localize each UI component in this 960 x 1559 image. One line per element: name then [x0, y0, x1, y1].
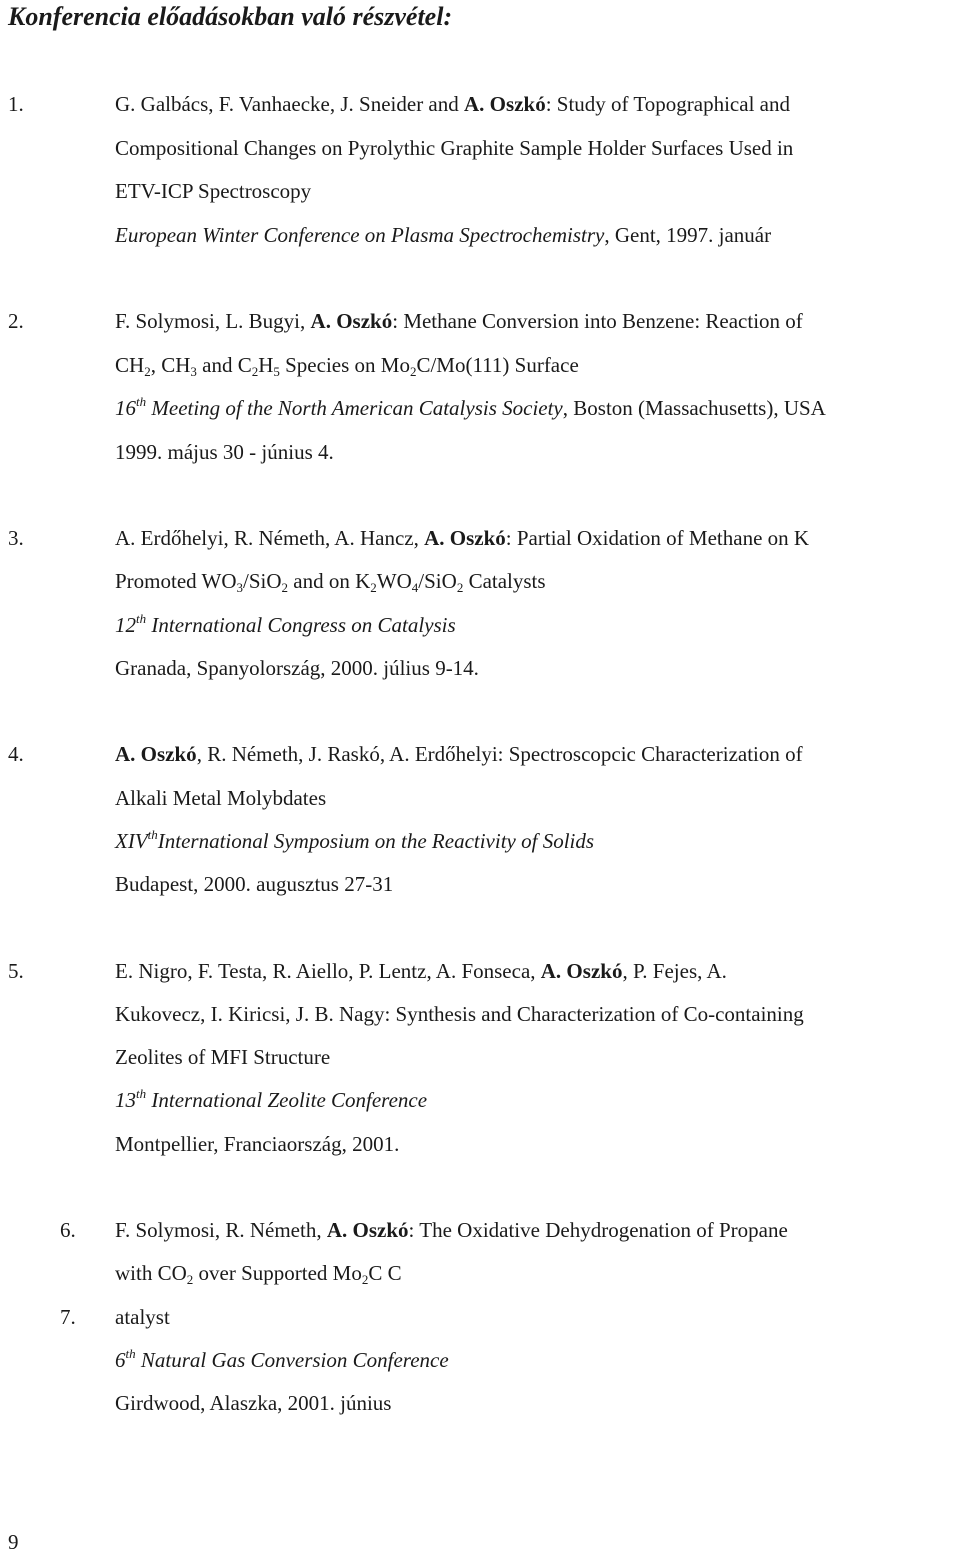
entry-venue: 13th International Zeolite Conference: [115, 1086, 428, 1112]
entry-authors: F. Solymosi, L. Bugyi, A. Oszkó: Methane Conversion into Benzene: Reaction of: [115, 309, 803, 333]
entry-number: 2.: [8, 309, 24, 333]
entry-venue: European Winter Conference on Plasma Spectrochemistry, Gent, 1997. január: [115, 223, 772, 247]
entry-place: Budapest, 2000. augusztus 27-31: [115, 872, 394, 896]
entry-number: 5.: [8, 959, 24, 983]
entry-authors: A. Erdőhelyi, R. Németh, A. Hancz, A. Oszkó: Partial Oxidation of Methane on K: [115, 526, 810, 550]
entry-venue: 6th Natural Gas Conversion Conference: [115, 1346, 449, 1372]
entry-title: Study of Topographical and: [556, 92, 790, 116]
entry-number: 4.: [8, 742, 24, 766]
entry-number: 3.: [8, 526, 24, 550]
entry-title: Spectroscopcic Characterization of: [508, 742, 803, 766]
entry-authors: A. Oszkó, R. Németh, J. Raskó, A. Erdőhelyi: Spectroscopcic Characterization of: [115, 742, 803, 766]
entry-venue: 12th International Congress on Catalysis: [115, 611, 456, 637]
entry-number: 6.: [60, 1218, 76, 1242]
entry-title: Synthesis and Characterization of Co-containing: [395, 1002, 804, 1026]
entry-text: atalyst: [115, 1305, 170, 1329]
entry-title: Methane Conversion into Benzene: Reaction of: [403, 309, 803, 333]
entry-title: Promoted $WO_3/SiO_2$ and on $K_2WO_4/SiO_2$ Catalysts: [115, 569, 546, 595]
entry-venue: 16th Meeting of the North American Catalysis Society, Boston (Massachusetts), USA: [115, 394, 826, 420]
entry-authors: Kukovecz, I. Kiricsi, J. B. Nagy: Synthesis and Characterization of Co-containing: [115, 1002, 804, 1026]
page-title: Konferencia előadásokban való részvétel:: [8, 2, 453, 31]
entry-place: Girdwood, Alaszka, 2001. június: [115, 1391, 392, 1415]
entry-authors: E. Nigro, F. Testa, R. Aiello, P. Lentz, A. Fonseca, A. Oszkó, P. Fejes, A.: [115, 959, 727, 983]
entry-date: 1999. május 30 - június 4.: [115, 440, 334, 464]
entry-number: 1.: [8, 92, 24, 116]
page-number: 9: [8, 1530, 19, 1554]
entry-number: 7.: [60, 1305, 76, 1329]
entry-title: Partial Oxidation of Methane on K: [516, 526, 810, 550]
entry-authors: F. Solymosi, R. Németh, A. Oszkó: The Oxidative Dehydrogenation of Propane: [115, 1218, 788, 1242]
entry-title: with $CO_2$ over Supported $Mo_2C$ C: [115, 1261, 402, 1287]
entry-title: ETV-ICP Spectroscopy: [115, 179, 312, 203]
entry-title: The Oxidative Dehydrogenation of Propane: [419, 1218, 788, 1242]
entry-place: Montpellier, Franciaország, 2001.: [115, 1132, 400, 1156]
entry-authors: G. Galbács, F. Vanhaecke, J. Sneider and A. Oszkó: Study of Topographical and: [115, 92, 790, 116]
entry-venue: XIVthInternational Symposium on the Reactivity of Solids: [115, 827, 595, 853]
entry-title: Alkali Metal Molybdates: [115, 786, 327, 810]
entry-title: $CH_2$, $CH_3$ and $C_2H_5$ Species on $Mo_2C/Mo(111)$ Surface: [115, 353, 579, 379]
entry-title: Zeolites of MFI Structure: [115, 1045, 331, 1069]
entry-title: Compositional Changes on Pyrolythic Graphite Sample Holder Surfaces Used in: [115, 136, 794, 160]
entry-place: Granada, Spanyolország, 2000. július 9-14.: [115, 656, 479, 680]
